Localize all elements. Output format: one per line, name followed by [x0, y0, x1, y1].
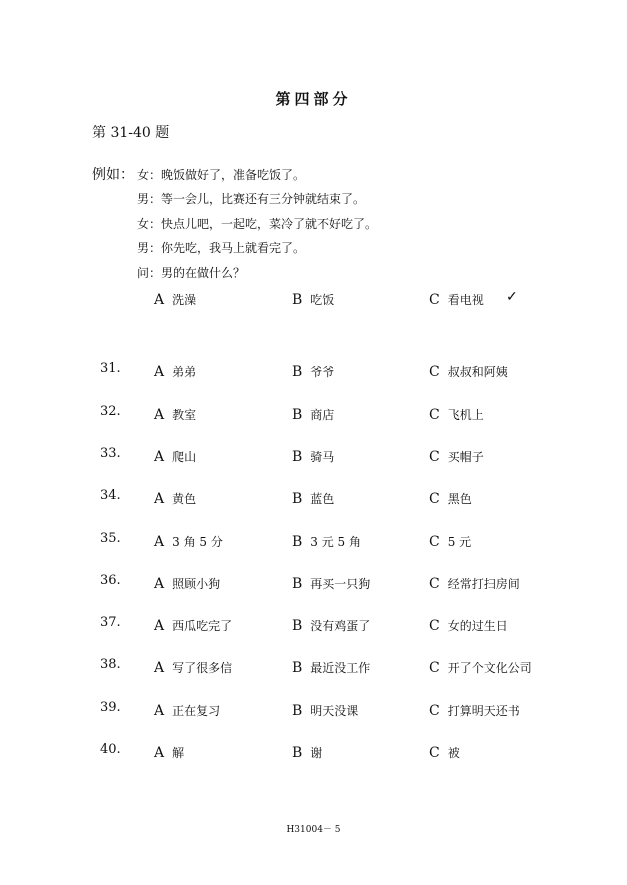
option-text: 飞机上 [447, 408, 484, 422]
option-letter: C [429, 660, 440, 676]
option-c [429, 446, 484, 465]
option-letter: A [154, 491, 165, 507]
option-letter: B [292, 491, 303, 507]
option-letter: A [154, 618, 165, 634]
option-letter: B [292, 292, 303, 308]
option-a [154, 615, 232, 634]
option-text: 谢 [310, 746, 323, 760]
example-line: 男：你先吃，我马上就看完了。 [137, 241, 306, 255]
option-letter: C [429, 449, 440, 465]
option-text: 写了很多信 [172, 661, 233, 675]
option-letter: A [154, 292, 165, 308]
page-title: 第四部分 [275, 90, 352, 108]
section-heading: 第 31-40 题 [92, 125, 170, 141]
option-letter: C [429, 364, 440, 380]
option-a [154, 488, 196, 507]
example-line: 女：晚饭做好了，准备吃饭了。 [137, 168, 306, 182]
option-letter: C [429, 576, 440, 592]
option-text: 经常打扫房间 [447, 577, 520, 591]
option-letter: C [429, 292, 440, 308]
checkmark-icon: ✓ [506, 289, 518, 305]
option-text: 吃饭 [310, 293, 335, 307]
option-letter: C [429, 745, 440, 761]
option-letter: C [429, 618, 440, 634]
option-letter: C [429, 703, 440, 719]
option-c [429, 742, 460, 761]
option-text: 照顾小狗 [172, 577, 221, 591]
question-number: 34. [100, 488, 121, 503]
option-letter: A [154, 364, 165, 380]
option-letter: B [292, 576, 303, 592]
option-letter: B [292, 745, 303, 761]
option-letter: B [292, 407, 303, 423]
option-text: 叔叔和阿姨 [447, 365, 508, 379]
option-text: 正在复习 [172, 704, 221, 718]
option-text: 看电视 [447, 293, 484, 307]
option-b [292, 446, 334, 465]
option-text: 买帽子 [447, 450, 484, 464]
option-b [292, 657, 370, 676]
question-number: 39. [100, 700, 121, 715]
option-letter: A [154, 745, 165, 761]
option-c [429, 531, 471, 550]
option-text: 明天没课 [310, 704, 359, 718]
option-text: 解 [172, 746, 185, 760]
option-c [429, 404, 484, 423]
option-b [292, 700, 358, 719]
option-a [154, 361, 196, 380]
option-text: 爬山 [172, 450, 197, 464]
question-number: 37. [100, 615, 121, 630]
option-text: 再买一只狗 [310, 577, 371, 591]
option-text: 西瓜吃完了 [172, 619, 233, 633]
question-number: 32. [100, 404, 121, 419]
question-number: 38. [100, 657, 121, 672]
option-a [154, 404, 196, 423]
option-c [429, 573, 520, 592]
example-label: 例如： [92, 167, 134, 183]
option-b [292, 615, 370, 634]
option-text: 开了个文化公司 [447, 661, 532, 675]
option-a [154, 657, 232, 676]
option-a [154, 446, 196, 465]
option-letter: B [292, 703, 303, 719]
question-number: 31. [100, 361, 121, 376]
option-letter: B [292, 618, 303, 634]
example-line: 女：快点儿吧，一起吃，菜冷了就不好吃了。 [137, 217, 378, 231]
option-letter: C [429, 491, 440, 507]
option-b [292, 404, 334, 423]
option-letter: C [429, 534, 440, 550]
example-option-b [292, 289, 334, 308]
option-a [154, 700, 220, 719]
option-b [292, 742, 322, 761]
option-text: 教室 [172, 408, 197, 422]
option-text: 爷爷 [310, 365, 335, 379]
option-letter: A [154, 703, 165, 719]
option-b [292, 361, 334, 380]
example-line: 男：等一会儿，比赛还有三分钟就结束了。 [137, 192, 366, 206]
option-text: 3 元 5 角 [310, 535, 362, 549]
question-number: 35. [100, 531, 121, 546]
option-b [292, 488, 334, 507]
option-text: 最近没工作 [310, 661, 371, 675]
option-c [429, 615, 508, 634]
option-text: 3 角 5 分 [172, 535, 223, 549]
option-a [154, 531, 223, 550]
option-c [429, 700, 520, 719]
option-a [154, 742, 184, 761]
option-text: 打算明天还书 [447, 704, 520, 718]
option-c [429, 657, 532, 676]
example-line: 问：男的在做什么？ [137, 266, 246, 280]
option-text: 5 元 [447, 535, 472, 549]
option-letter: A [154, 449, 165, 465]
option-letter: C [429, 407, 440, 423]
example-option-c [429, 289, 484, 308]
option-text: 商店 [310, 408, 335, 422]
example-option-a [154, 289, 196, 308]
option-a [154, 573, 220, 592]
option-letter: B [292, 660, 303, 676]
question-number: 33. [100, 446, 121, 461]
option-text: 弟弟 [172, 365, 197, 379]
option-b [292, 573, 370, 592]
option-text: 骑马 [310, 450, 335, 464]
option-letter: A [154, 576, 165, 592]
option-letter: B [292, 534, 303, 550]
option-letter: A [154, 534, 165, 550]
option-letter: B [292, 449, 303, 465]
option-letter: A [154, 660, 165, 676]
page-footer: H31004－ 5 [286, 825, 341, 835]
option-text: 没有鸡蛋了 [310, 619, 371, 633]
option-text: 被 [447, 746, 460, 760]
option-text: 洗澡 [172, 293, 197, 307]
question-number: 36. [100, 573, 121, 588]
option-c [429, 488, 472, 507]
option-b [292, 531, 361, 550]
option-text: 蓝色 [310, 492, 335, 506]
option-text: 黄色 [172, 492, 197, 506]
option-c [429, 361, 508, 380]
option-letter: B [292, 364, 303, 380]
option-text: 女的过生日 [447, 619, 508, 633]
option-letter: A [154, 407, 165, 423]
question-number: 40. [100, 742, 121, 757]
option-text: 黑色 [447, 492, 472, 506]
